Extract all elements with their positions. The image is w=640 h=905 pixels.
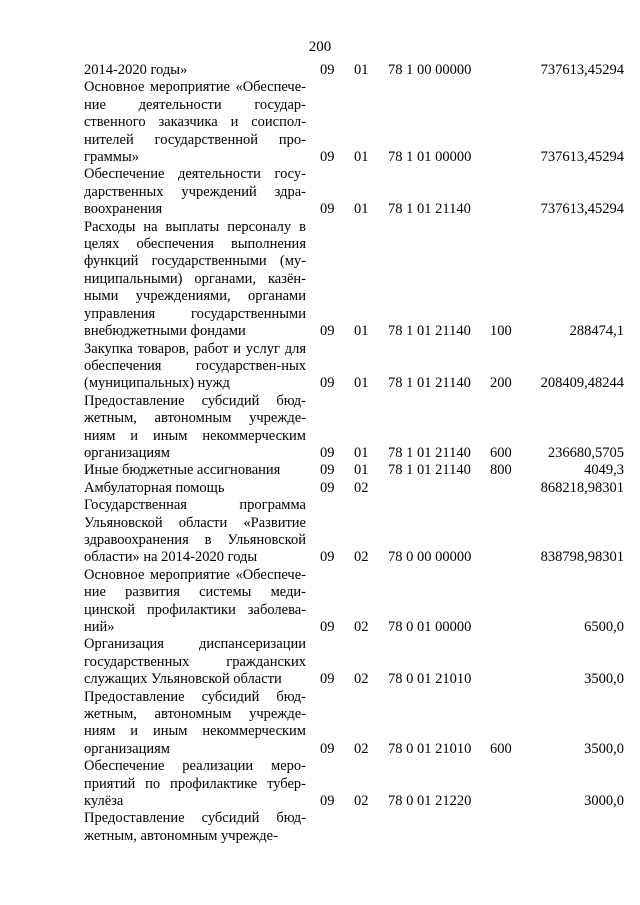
- row-sum: 236680,5705: [547, 444, 624, 461]
- row-csr: 78 1 01 21140: [388, 323, 471, 340]
- row-description: Основное мероприятие «Обеспече-ние развития системы меди-цинской профилактики заболева-ний»: [84, 566, 306, 635]
- row-rz: 09: [320, 375, 335, 392]
- row-description: Предоставление субсидий бюд-жетным, автономным учрежде-ниям и иным некоммерческим организациям: [84, 688, 306, 757]
- table-row: [84, 497, 624, 567]
- row-pr: 01: [354, 62, 369, 78]
- row-rz: 09: [320, 462, 335, 479]
- row-pr: 01: [354, 201, 369, 218]
- row-sum: 6500,0: [584, 619, 624, 635]
- row-rz: 09: [320, 619, 335, 635]
- row-sum: 737613,45294: [540, 201, 624, 218]
- row-sum: 3000,0: [584, 793, 624, 810]
- row-pr: 02: [354, 619, 369, 635]
- row-csr: 78 1 01 21140: [388, 462, 471, 479]
- row-pr: 01: [354, 323, 369, 340]
- row-description: Иные бюджетные ассигнования: [84, 462, 281, 479]
- table-row: [84, 689, 624, 759]
- row-rz: 09: [320, 444, 335, 461]
- row-sum: 4049,3: [584, 462, 624, 479]
- row-description: Закупка товаров, работ и услуг для обеспечения государствен-ных (муниципальных) нужд: [84, 340, 306, 392]
- table-row: [84, 219, 624, 341]
- table-row: [84, 166, 624, 218]
- row-sum: 208409,48244: [540, 375, 624, 392]
- row-pr: 01: [354, 149, 369, 166]
- row-rz: 09: [320, 479, 335, 496]
- budget-table: [84, 62, 624, 845]
- table-row: [84, 758, 624, 810]
- row-sum: 737613,45294: [540, 149, 624, 166]
- row-pr: 01: [354, 375, 369, 392]
- row-csr: 78 1 01 21140: [388, 375, 471, 392]
- table-row: [84, 393, 624, 463]
- table-row: [84, 462, 624, 479]
- row-csr: 78 0 01 21220: [388, 793, 472, 810]
- row-description: Предоставление субсидий бюд-жетным, автономным учрежде-: [84, 810, 306, 844]
- row-pr: 02: [354, 740, 369, 757]
- row-vr: 200: [490, 375, 512, 392]
- table-row: [84, 480, 624, 497]
- row-description: Государственная программа Ульяновской области «Развитие здравоохранения в Ульяновской области» на 2014-2020 годы: [84, 497, 306, 566]
- row-csr: 78 1 01 21140: [388, 201, 471, 218]
- row-description: Основное мероприятие «Обеспече-ние деятельности государ-ственного заказчика и соиспол-нителей государственной про-граммы»: [84, 79, 306, 166]
- row-pr: 02: [354, 671, 369, 688]
- row-sum: 3500,0: [584, 671, 624, 688]
- row-vr: 600: [490, 740, 512, 757]
- row-description: Организация диспансеризации государственных гражданских служащих Ульяновской области: [84, 636, 306, 688]
- row-description: Амбулаторная помощь: [84, 479, 225, 496]
- row-csr: 78 1 01 00000: [388, 149, 472, 166]
- row-description: Расходы на выплаты персоналу в целях обеспечения выполнения функций государственными (му-ниципальными) органами, казён-ными учреждениями, органами управления государственными внебюджетными фондами: [84, 218, 306, 340]
- row-description: Обеспечение деятельности госу-дарственных учреждений здра-воохранения: [84, 166, 306, 218]
- row-csr: 78 0 01 21010: [388, 740, 472, 757]
- row-description: 2014-2020 годы»: [84, 62, 188, 78]
- table-row: [84, 62, 624, 79]
- row-description: Обеспечение реализации меро-приятий по профилактике тубер-кулёза: [84, 758, 306, 810]
- row-rz: 09: [320, 201, 335, 218]
- page-number: 200: [308, 39, 332, 55]
- table-row: [84, 810, 624, 845]
- table-row: [84, 567, 624, 637]
- row-rz: 09: [320, 549, 335, 566]
- row-sum: 288474,1: [569, 323, 624, 340]
- row-sum: 3500,0: [584, 740, 624, 757]
- table-row: [84, 636, 624, 688]
- row-csr: 78 1 01 21140: [388, 444, 471, 461]
- row-rz: 09: [320, 149, 335, 166]
- row-csr: 78 0 01 00000: [388, 619, 472, 635]
- row-pr: 02: [354, 549, 369, 566]
- row-sum: 737613,45294: [540, 62, 624, 78]
- row-vr: 100: [490, 323, 512, 340]
- row-vr: 800: [490, 462, 512, 479]
- row-description: Предоставление субсидий бюд-жетным, автономным учрежде-ниям и иным некоммерческим организациям: [84, 392, 306, 461]
- row-pr: 02: [354, 479, 369, 496]
- row-rz: 09: [320, 793, 335, 810]
- row-rz: 09: [320, 323, 335, 340]
- row-pr: 02: [354, 793, 369, 810]
- row-rz: 09: [320, 62, 335, 78]
- row-sum: 838798,98301: [540, 549, 624, 566]
- row-sum: 868218,98301: [540, 479, 624, 496]
- row-pr: 01: [354, 462, 369, 479]
- table-row: [84, 341, 624, 393]
- row-rz: 09: [320, 740, 335, 757]
- row-csr: 78 0 01 21010: [388, 671, 472, 688]
- row-rz: 09: [320, 671, 335, 688]
- row-vr: 600: [490, 444, 512, 461]
- row-csr: 78 1 00 00000: [388, 62, 472, 78]
- row-pr: 01: [354, 444, 369, 461]
- row-csr: 78 0 00 00000: [388, 549, 472, 566]
- table-row: [84, 79, 624, 166]
